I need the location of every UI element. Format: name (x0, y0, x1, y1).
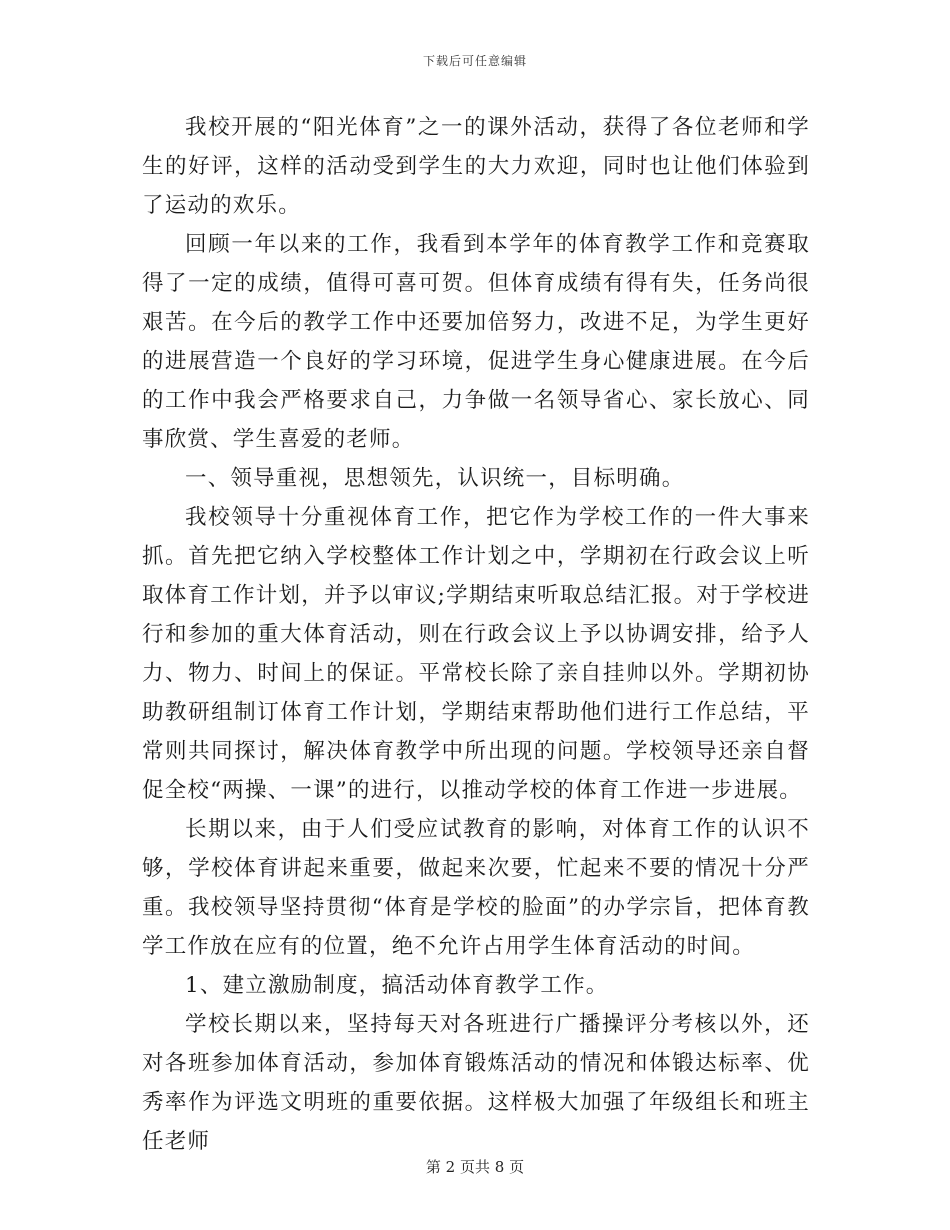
paragraph-4: 长期以来，由于人们受应试教育的影响，对体育工作的认识不够，学校体育讲起来重要，做起来次要，忙起来不要的情况十分严重。我校领导坚持贯彻“体育是学校的脸面”的办学宗旨，把体育教学工作放在应有的位置，绝不允许占用学生体育活动的时间。 (142, 817, 810, 959)
document-body (142, 108, 810, 1161)
paragraph-3: 我校领导十分重视体育工作，把它作为学校工作的一件大事来抓。首先把它纳入学校整体工作计划之中，学期初在行政会议上听取体育工作计划，并予以审议;学期结束听取总结汇报。对于学校进行和参加的重大体育活动，则在行政会议上予以协调安排，给予人力、物力、时间上的保证。平常校长除了亲自挂帅以外。学期初协助教研组制订体育工作计划，学期结束帮助他们进行工作总结，平常则共同探讨，解决体育教学中所出现的问题。学校领导还亲自督促全校“两操、一课”的进行，以推动学校的体育工作进一步进展。 (142, 505, 810, 803)
paragraph-2: 回顾一年以来的工作，我看到本学年的体育教学工作和竞赛取得了一定的成绩，值得可喜可贺。但体育成绩有得有失，任务尚很艰苦。在今后的教学工作中还要加倍努力，改进不足，为学生更好的进展营造一个良好的学习环境，促进学生身心健康进展。在今后的工作中我会严格要求自己，力争做一名领导省心、家长放心、同事欣赏、学生喜爱的老师。 (142, 232, 810, 452)
paragraph-5: 学校长期以来，坚持每天对各班进行广播操评分考核以外，还对各班参加体育活动，参加体育锻炼活动的情况和体锻达标率、优秀率作为评选文明班的重要依据。这样极大加强了年级组长和班主任老师 (142, 1012, 810, 1154)
page-number-footer: 第 2 页共 8 页 (425, 1158, 525, 1176)
section-heading-1: 一、领导重视，思想领先，认识统一，目标明确。 (185, 466, 685, 491)
paragraph-1: 我校开展的“阳光体育”之一的课外活动，获得了各位老师和学生的好评，这样的活动受到学生的大力欢迎，同时也让他们体验到了运动的欢乐。 (142, 115, 810, 218)
page-header-note: 下载后可任意编辑 (422, 54, 527, 68)
subsection-heading-1: 1、建立激励制度，搞活动体育教学工作。 (185, 973, 609, 998)
